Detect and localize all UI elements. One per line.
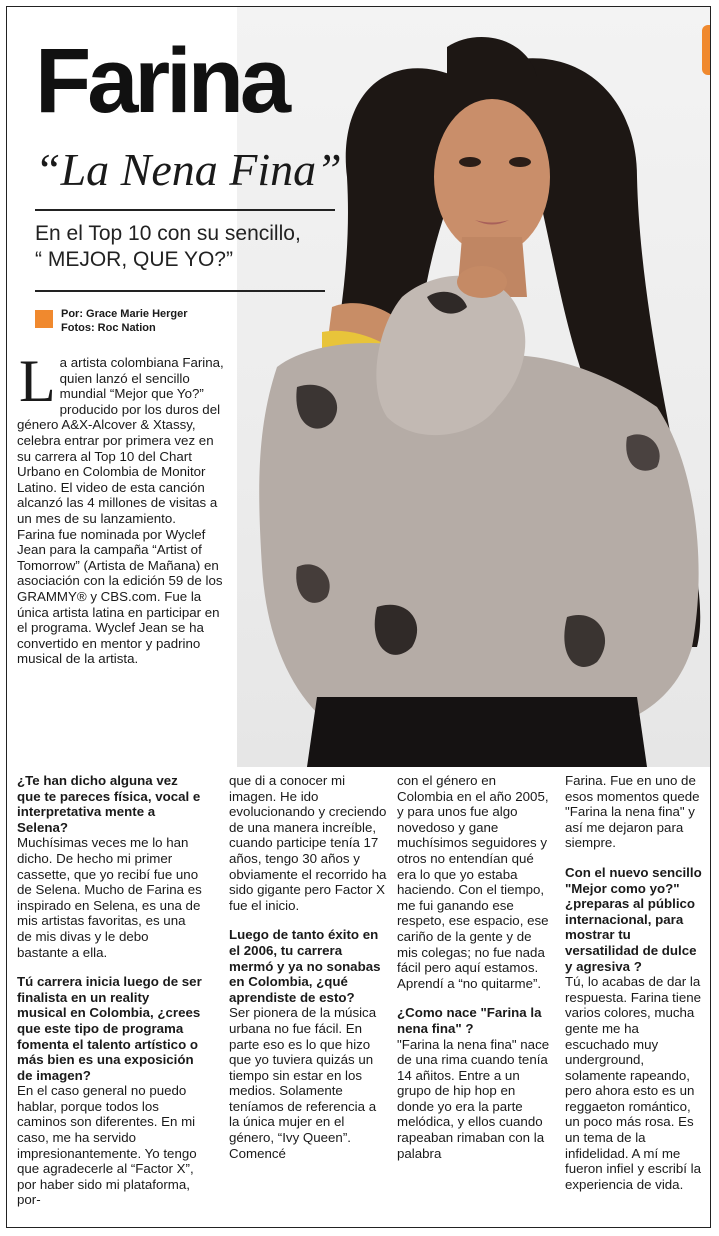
- intro-text: [17, 348, 225, 667]
- column-3: [397, 773, 555, 1161]
- intro-paragraph-2: Farina fue nominada por Wyclef Jean para la campaña “Artist of Tomorrow” (Artista de Mañana) en asociación con la edición 59 de los GRAMMY® y CBS.com. Fue la única artista latina en participar en el programa. Wyclef Jean se ha convertido en mentor y padrino musical de la artista.: [17, 526, 223, 667]
- answer: Farina. Fue en uno de esos momentos quede "Farina la nena fina" y así me dejaron para siempre.: [565, 773, 700, 851]
- question: Tú carrera inicia luego de ser finalista en un reality musical en Colombia, ¿crees que este tipo de programa fomenta el talento artístico o más bien es una exposición de imagen?: [17, 974, 202, 1083]
- tagline-bottom-rule: [35, 290, 325, 292]
- answer: Tú, lo acabas de dar la respuesta. Farina tiene varios colores, mucha gente me ha escuchado muy underground, solamente rapeando, pero ahora esto es un reggaeton romántico, un poco más rosa. Es un tema de la infidelidad. A mí me fueron infiel y escribí la experiencia de vida.: [565, 974, 702, 1192]
- column-2: [229, 773, 389, 1161]
- byline-author: Por: Grace Marie Herger: [61, 308, 188, 320]
- dropcap: L: [19, 348, 56, 414]
- tagline-line-1: En el Top 10 con su sencillo,: [35, 222, 301, 245]
- byline-photos: Fotos: Roc Nation: [61, 322, 156, 334]
- question: ¿Te han dicho alguna vez que te pareces física, vocal e interpretativa mente a Selena?: [17, 773, 201, 835]
- answer: "Farina la nena fina" nace de una rima cuando tenía 14 añitos. Entre a un grupo de hip hop en donde yo era la parte melódica, y ellos cuando rapeaban rimaban con la palabra: [397, 1036, 550, 1161]
- answer: En el caso general no puedo hablar, porque todos los caminos son diferentes. En mi caso, me ha servido impresionantemente. Yo tengo que agradecerle al “Factor X”, por haber sido mi plataforma, por-: [17, 1083, 197, 1208]
- page-tab-marker: [702, 25, 711, 75]
- tagline-line-2: “ MEJOR, QUE YO?”: [35, 247, 233, 271]
- answer: que di a conocer mi imagen. He ido evolucionando y creciendo de una manera increíble, cuando participe tenía 17 años, tengo 30 años y obviamente el recorrido ha sido gigante pero Factor X fue el inicio.: [229, 773, 387, 913]
- headline-title: Farina: [35, 30, 288, 132]
- column-4: [565, 773, 705, 1192]
- tagline: [35, 221, 335, 272]
- answer: con el género en Colombia en el año 2005, y para unos fue algo novedoso y gane muchísimos seguidores y otros no entendían qué era lo que yo estaba haciendo. Con el tiempo, me fui ganando ese respeto, ese espacio, ese cariño de la gente y de mis colegas; no fue nada fácil pero aquí estamos. Aprendí a “no quitarme”.: [397, 773, 549, 991]
- question: ¿Como nace "Farina la nena fina" ?: [397, 1005, 542, 1036]
- answer: Ser pionera de la música urbana no fue fácil. En parte eso es lo que hizo que yo tuviera quizás un tiempo sin estar en los medios. Solamente teníamos de referencia a la única mujer en el género, “Ivy Queen”. Comencé: [229, 1005, 377, 1161]
- column-1: [17, 773, 202, 1208]
- artist-photo: [237, 7, 711, 767]
- question: Con el nuevo sencillo "Mejor como yo?" ¿preparas al público internacional, para mostrar tu versatilidad de dulce y agresiva ?: [565, 864, 702, 974]
- byline-accent-square: [35, 310, 53, 328]
- intro-paragraph-1: a artista colombiana Farina, quien lanzó el sencillo mundial “Mejor que Yo?” producido por los duros del género A&X-Alcover & Xtassy, celebra entrar por primera vez en su carrera al Top 10 del Chart Urbano en Colombia de Monitor Latino. El video de esta canción alcanzó las 4 millones de visitas a un mes de su lanzamiento.: [17, 355, 224, 526]
- headline-subtitle: “La Nena Fina”: [35, 144, 342, 195]
- tagline-top-rule: [35, 209, 335, 211]
- question: Luego de tanto éxito en el 2006, tu carrera mermó y ya no sonabas en Colombia, ¿qué aprendiste de esto?: [229, 927, 381, 1005]
- portrait-illustration: [237, 7, 711, 767]
- answer: Muchísimas veces me lo han dicho. De hecho mi primer cassette, que yo recibí fue uno de Selena. Mucho de Farina es inspirado en Selena, es una de mis artistas favoritas, es una de mis divas y le debo bastante a ella.: [17, 835, 202, 960]
- magazine-page: [6, 6, 711, 1228]
